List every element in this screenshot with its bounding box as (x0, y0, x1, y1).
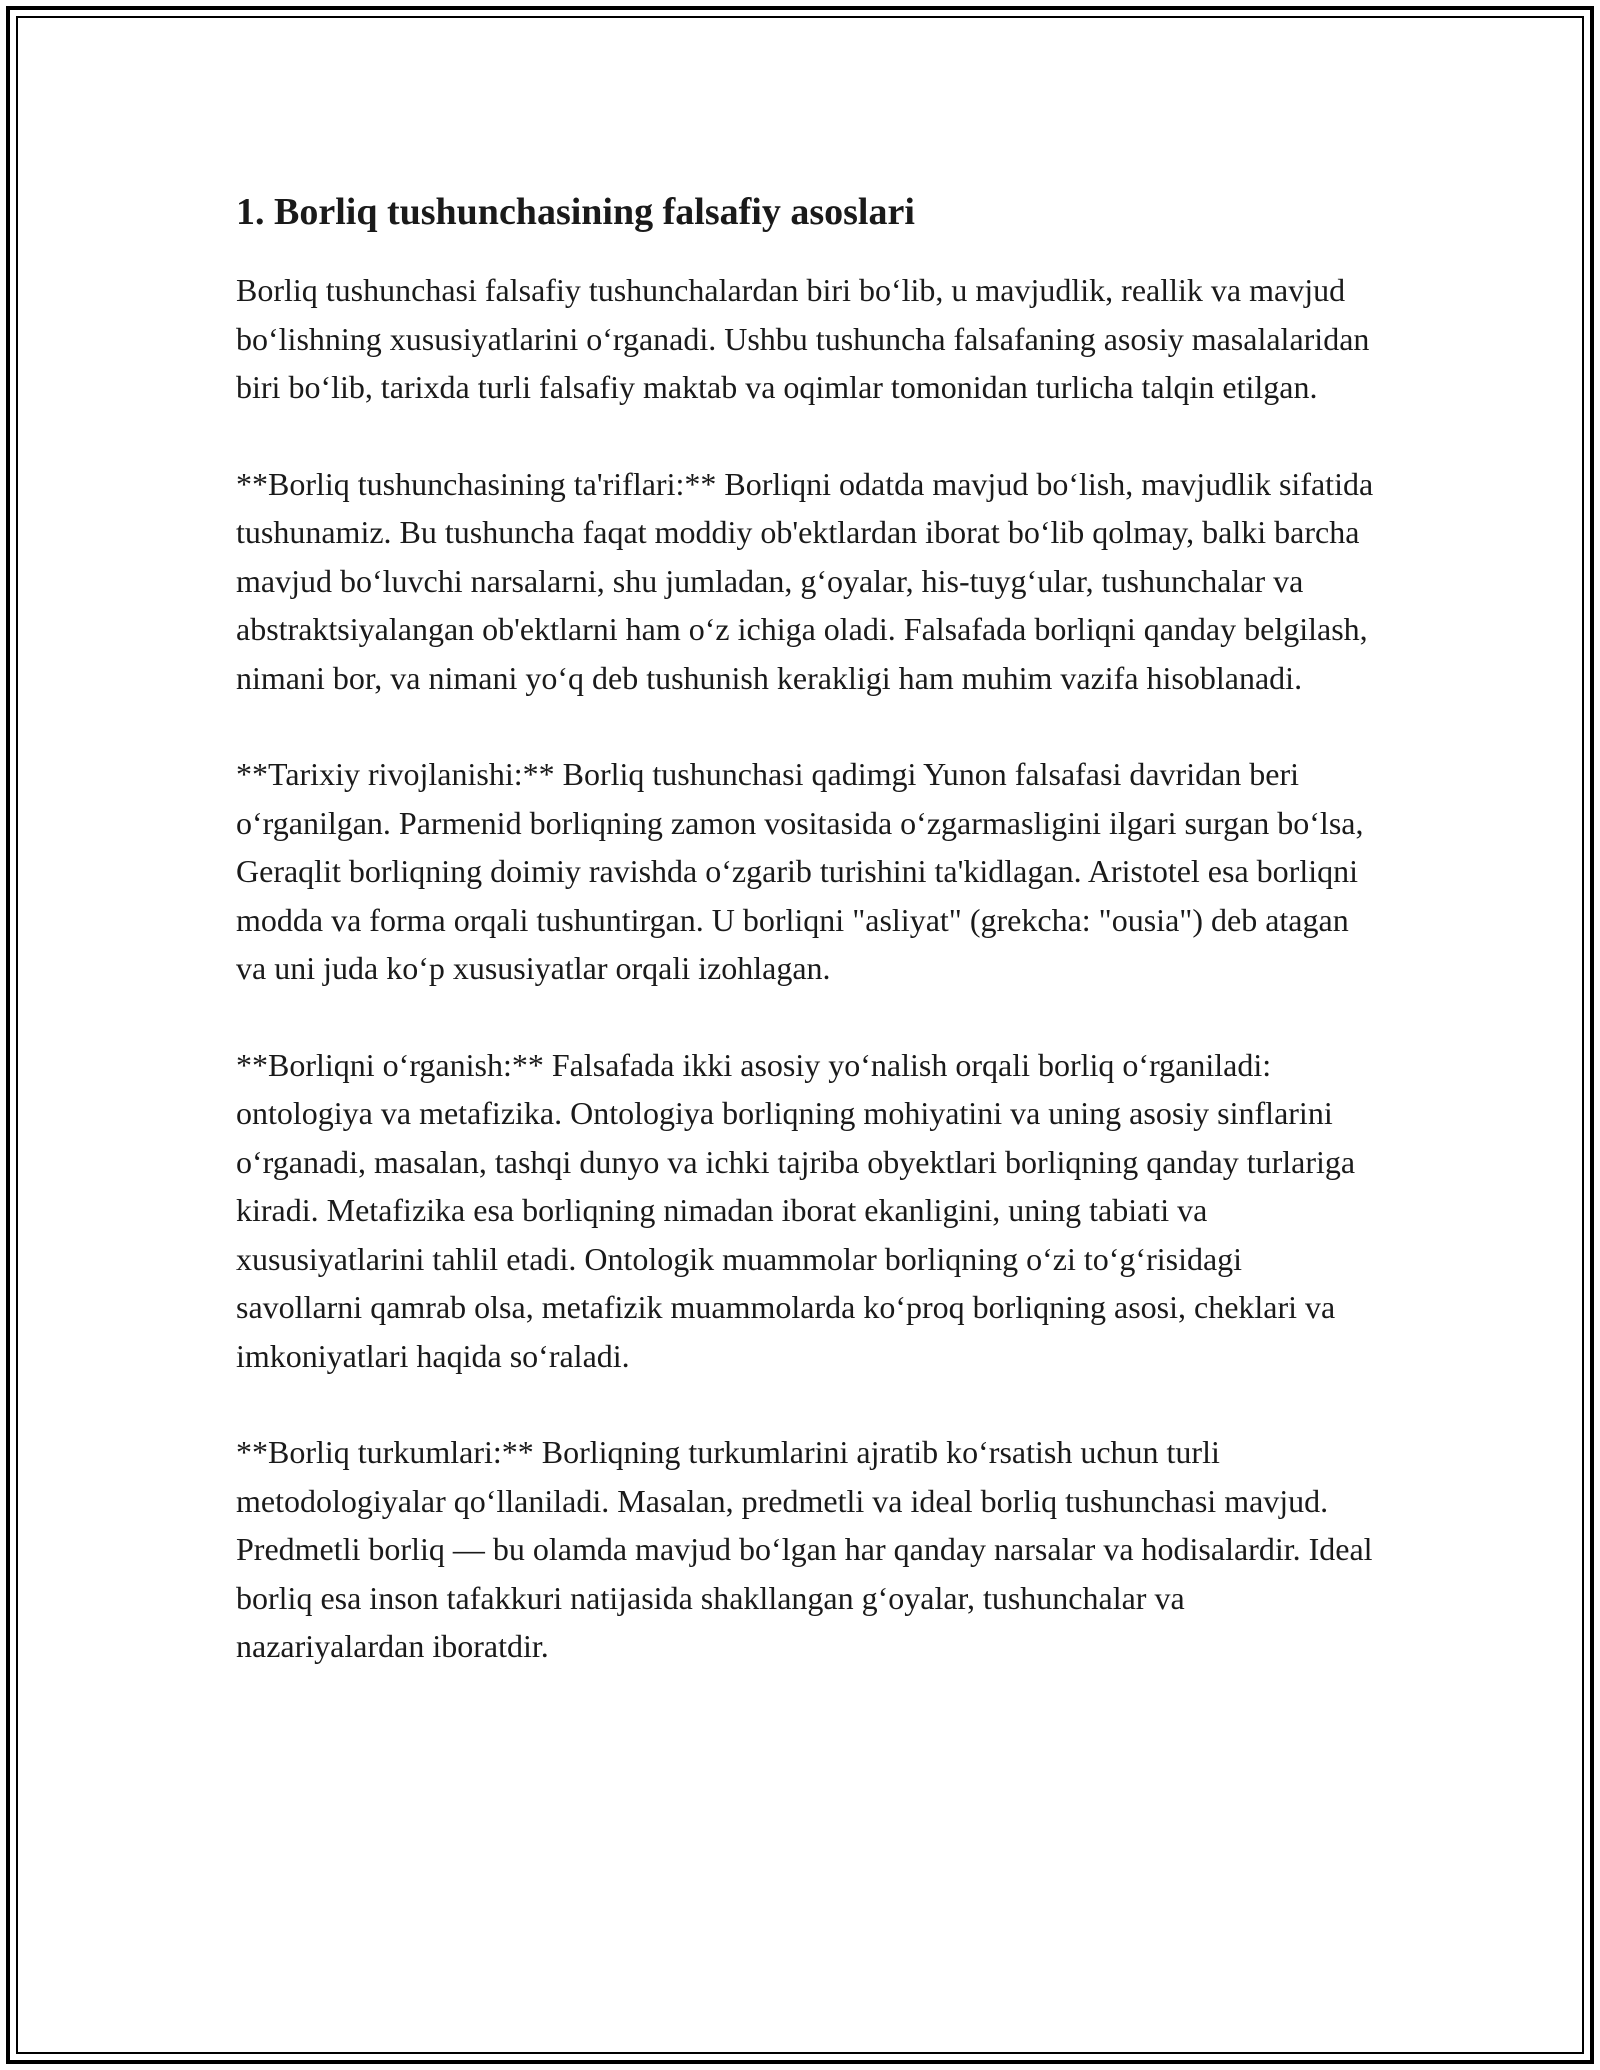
section-title: 1. Borliq tushunchasining falsafiy asoslari (236, 191, 915, 233)
paragraph-categories: **Borliq turkumlari:** Borliqning turkumlarini ajratib ko‘rsatish uchun turli metodologiyalar qo‘llaniladi. Masalan, predmetli va ideal borliq tushunchasi mavjud. Predmetli borliq — bu olamda mavjud bo‘lgan har qanday narsalar va hodisalardir. Ideal borliq esa inson tafakkuri natijasida shakllangan g‘oyalar, tushunchalar va nazariyalardan iboratdir. (236, 1434, 1373, 1664)
paragraph-definitions: **Borliq tushunchasining ta'riflari:** Borliqni odatda mavjud bo‘lish, mavjudlik sifatida tushunamiz. Bu tushuncha faqat moddiy ob'ektlardan iborat bo‘lib qolmay, balki barcha mavjud bo‘luvchi narsalarni, shu jumladan, g‘oyalar, his-tuyg‘ular, tushunchalar va abstraktsiyalangan ob'ektlarni ham o‘z ichiga oladi. Falsafada borliqni qanday belgilash, nimani bor, va nimani yo‘q deb tushunish kerakligi ham muhim vazifa hisoblanadi. (236, 465, 1374, 696)
paragraph-study: **Borliqni o‘rganish:** Falsafada ikki asosiy yo‘nalish orqali borliq o‘rganiladi: ontologiya va metafizika. Ontologiya borliqning mohiyatini va uning asosiy sinflarini o‘rganadi, masalan, tashqi dunyo va ichki tajriba obyektlari borliqning qanday turlariga kiradi. Metafizika esa borliqning nimadan iborat ekanligini, uning tabiati va xususiyatlarini tahlil etadi. Ontologik muammolar borliqning o‘zi to‘g‘risidagi savollarni qamrab olsa, metafizik muammolarda ko‘proq borliqning asosi, cheklari va imkoniyatlari haqida so‘raladi. (236, 1046, 1356, 1374)
paragraph-intro: Borliq tushunchasi falsafiy tushunchalardan biri bo‘lib, u mavjudlik, reallik va mavjud bo‘lishning xususiyatlarini o‘rganadi. Ushbu tushuncha falsafaning asosiy masalalaridan biri bo‘lib, tarixda turli falsafiy maktab va oqimlar tomonidan turlicha talqin etilgan. (236, 272, 1370, 405)
document-body (236, 184, 1376, 1719)
paragraph-history: **Tarixiy rivojlanishi:** Borliq tushunchasi qadimgi Yunon falsafasi davridan beri o‘rganilgan. Parmenid borliqning zamon vositasida o‘zgarmasligini ilgari surgan bo‘lsa, Geraqlit borliqning doimiy ravishda o‘zgarib turishini ta'kidlagan. Aristotel esa borliqni modda va forma orqali tushuntirgan. U borliqni "asliyat" (grekcha: "ousia") deb atagan va uni juda ko‘p xususiyatlar orqali izohlagan. (236, 756, 1364, 986)
